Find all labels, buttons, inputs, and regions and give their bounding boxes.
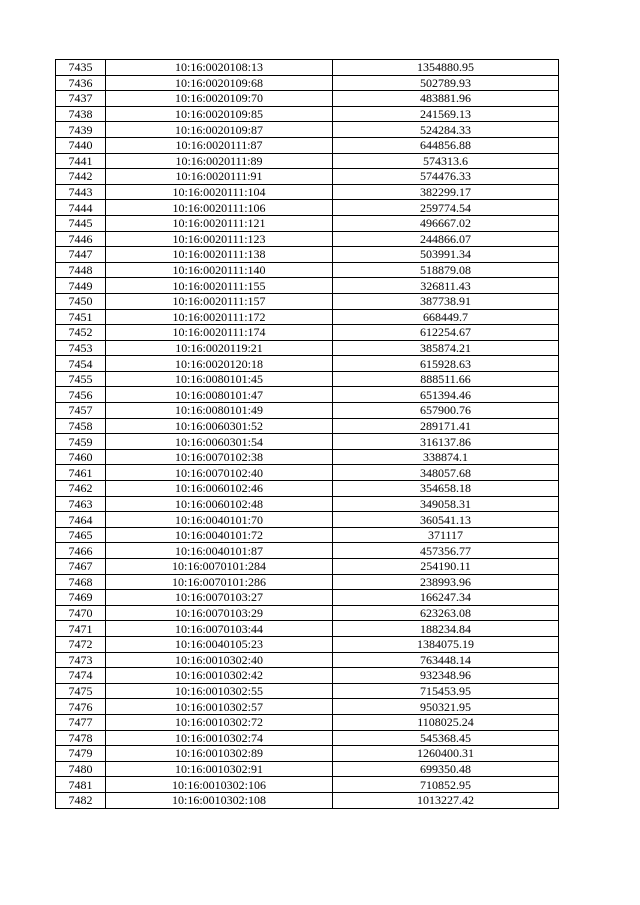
row-number-cell: 7436 <box>56 75 106 91</box>
cadastral-number-cell: 10:16:0070101:286 <box>106 574 333 590</box>
row-number-cell: 7449 <box>56 278 106 294</box>
row-number-cell: 7458 <box>56 418 106 434</box>
value-cell: 254190.11 <box>333 559 559 575</box>
value-cell: 615928.63 <box>333 356 559 372</box>
cadastral-number-cell: 10:16:0040101:70 <box>106 512 333 528</box>
row-number-cell: 7443 <box>56 184 106 200</box>
table-row <box>56 387 559 403</box>
table-row <box>56 652 559 668</box>
table-row <box>56 512 559 528</box>
table-row <box>56 590 559 606</box>
cadastral-number-cell: 10:16:0020111:106 <box>106 200 333 216</box>
row-number-cell: 7450 <box>56 293 106 309</box>
table-row <box>56 340 559 356</box>
value-cell: 518879.08 <box>333 262 559 278</box>
row-number-cell: 7437 <box>56 91 106 107</box>
value-cell: 259774.54 <box>333 200 559 216</box>
cadastral-number-cell: 10:16:0080101:47 <box>106 387 333 403</box>
cadastral-number-cell: 10:16:0070103:27 <box>106 590 333 606</box>
table-row <box>56 683 559 699</box>
table-row <box>56 621 559 637</box>
cadastral-number-cell: 10:16:0020111:91 <box>106 169 333 185</box>
cadastral-number-cell: 10:16:0010302:108 <box>106 792 333 808</box>
row-number-cell: 7475 <box>56 683 106 699</box>
table-row <box>56 668 559 684</box>
table-row <box>56 714 559 730</box>
value-cell: 651394.46 <box>333 387 559 403</box>
row-number-cell: 7464 <box>56 512 106 528</box>
value-cell: 668449.7 <box>333 309 559 325</box>
table-row <box>56 481 559 497</box>
row-number-cell: 7439 <box>56 122 106 138</box>
table-row <box>56 449 559 465</box>
table-row <box>56 559 559 575</box>
row-number-cell: 7474 <box>56 668 106 684</box>
table-row <box>56 122 559 138</box>
cadastral-number-cell: 10:16:0080101:49 <box>106 403 333 419</box>
row-number-cell: 7481 <box>56 777 106 793</box>
cadastral-number-cell: 10:16:0010302:91 <box>106 761 333 777</box>
cadastral-number-cell: 10:16:0040101:72 <box>106 527 333 543</box>
row-number-cell: 7457 <box>56 403 106 419</box>
table-row <box>56 91 559 107</box>
cadastral-number-cell: 10:16:0020111:140 <box>106 262 333 278</box>
table-row <box>56 200 559 216</box>
table-row <box>56 309 559 325</box>
table-row <box>56 496 559 512</box>
value-cell: 338874.1 <box>333 449 559 465</box>
cadastral-number-cell: 10:16:0070102:40 <box>106 465 333 481</box>
value-cell: 238993.96 <box>333 574 559 590</box>
cadastral-number-cell: 10:16:0020111:123 <box>106 231 333 247</box>
row-number-cell: 7440 <box>56 137 106 153</box>
table-row <box>56 777 559 793</box>
value-cell: 1013227.42 <box>333 792 559 808</box>
row-number-cell: 7460 <box>56 449 106 465</box>
row-number-cell: 7468 <box>56 574 106 590</box>
cadastral-number-cell: 10:16:0020111:155 <box>106 278 333 294</box>
value-cell: 188234.84 <box>333 621 559 637</box>
row-number-cell: 7476 <box>56 699 106 715</box>
value-cell: 574476.33 <box>333 169 559 185</box>
value-cell: 326811.43 <box>333 278 559 294</box>
row-number-cell: 7445 <box>56 215 106 231</box>
row-number-cell: 7466 <box>56 543 106 559</box>
row-number-cell: 7462 <box>56 481 106 497</box>
row-number-cell: 7447 <box>56 247 106 263</box>
table-row <box>56 262 559 278</box>
table-row <box>56 605 559 621</box>
cadastral-number-cell: 10:16:0060301:54 <box>106 434 333 450</box>
value-cell: 574313.6 <box>333 153 559 169</box>
table-row <box>56 75 559 91</box>
cadastral-number-cell: 10:16:0080101:45 <box>106 371 333 387</box>
value-cell: 385874.21 <box>333 340 559 356</box>
row-number-cell: 7448 <box>56 262 106 278</box>
cadastral-number-cell: 10:16:0020108:13 <box>106 60 333 76</box>
row-number-cell: 7438 <box>56 106 106 122</box>
row-number-cell: 7463 <box>56 496 106 512</box>
cadastral-number-cell: 10:16:0010302:57 <box>106 699 333 715</box>
row-number-cell: 7452 <box>56 325 106 341</box>
table-row <box>56 574 559 590</box>
table-body <box>56 60 559 809</box>
row-number-cell: 7465 <box>56 527 106 543</box>
cadastral-number-cell: 10:16:0010302:106 <box>106 777 333 793</box>
row-number-cell: 7478 <box>56 730 106 746</box>
table-row <box>56 465 559 481</box>
value-cell: 1384075.19 <box>333 636 559 652</box>
table-row <box>56 434 559 450</box>
cadastral-number-cell: 10:16:0020109:85 <box>106 106 333 122</box>
value-cell: 715453.95 <box>333 683 559 699</box>
value-cell: 502789.93 <box>333 75 559 91</box>
cadastral-number-cell: 10:16:0020111:157 <box>106 293 333 309</box>
table-row <box>56 746 559 762</box>
table-row <box>56 169 559 185</box>
value-cell: 360541.13 <box>333 512 559 528</box>
row-number-cell: 7471 <box>56 621 106 637</box>
table-row <box>56 761 559 777</box>
row-number-cell: 7435 <box>56 60 106 76</box>
value-cell: 699350.48 <box>333 761 559 777</box>
table-row <box>56 231 559 247</box>
value-cell: 371117 <box>333 527 559 543</box>
row-number-cell: 7472 <box>56 636 106 652</box>
value-cell: 888511.66 <box>333 371 559 387</box>
cadastral-number-cell: 10:16:0010302:40 <box>106 652 333 668</box>
table-row <box>56 371 559 387</box>
value-cell: 657900.76 <box>333 403 559 419</box>
cadastral-number-cell: 10:16:0020109:70 <box>106 91 333 107</box>
table-row <box>56 418 559 434</box>
value-cell: 316137.86 <box>333 434 559 450</box>
cadastral-number-cell: 10:16:0060102:48 <box>106 496 333 512</box>
cadastral-value-table <box>55 59 559 809</box>
cadastral-number-cell: 10:16:0060102:46 <box>106 481 333 497</box>
table-row <box>56 325 559 341</box>
table-row <box>56 636 559 652</box>
row-number-cell: 7469 <box>56 590 106 606</box>
row-number-cell: 7451 <box>56 309 106 325</box>
value-cell: 1260400.31 <box>333 746 559 762</box>
cadastral-number-cell: 10:16:0070103:44 <box>106 621 333 637</box>
row-number-cell: 7482 <box>56 792 106 808</box>
table-row <box>56 527 559 543</box>
table-row <box>56 215 559 231</box>
cadastral-number-cell: 10:16:0010302:89 <box>106 746 333 762</box>
value-cell: 483881.96 <box>333 91 559 107</box>
row-number-cell: 7479 <box>56 746 106 762</box>
value-cell: 382299.17 <box>333 184 559 200</box>
cadastral-number-cell: 10:16:0020111:104 <box>106 184 333 200</box>
value-cell: 349058.31 <box>333 496 559 512</box>
cadastral-number-cell: 10:16:0020111:138 <box>106 247 333 263</box>
cadastral-number-cell: 10:16:0070101:284 <box>106 559 333 575</box>
row-number-cell: 7441 <box>56 153 106 169</box>
value-cell: 457356.77 <box>333 543 559 559</box>
cadastral-number-cell: 10:16:0040101:87 <box>106 543 333 559</box>
cadastral-number-cell: 10:16:0020111:172 <box>106 309 333 325</box>
cadastral-number-cell: 10:16:0010302:72 <box>106 714 333 730</box>
cadastral-number-cell: 10:16:0020111:87 <box>106 137 333 153</box>
row-number-cell: 7459 <box>56 434 106 450</box>
value-cell: 387738.91 <box>333 293 559 309</box>
table-row <box>56 137 559 153</box>
row-number-cell: 7477 <box>56 714 106 730</box>
value-cell: 496667.02 <box>333 215 559 231</box>
table-row <box>56 60 559 76</box>
row-number-cell: 7461 <box>56 465 106 481</box>
value-cell: 1354880.95 <box>333 60 559 76</box>
cadastral-number-cell: 10:16:0010302:55 <box>106 683 333 699</box>
value-cell: 950321.95 <box>333 699 559 715</box>
value-cell: 244866.07 <box>333 231 559 247</box>
value-cell: 166247.34 <box>333 590 559 606</box>
row-number-cell: 7467 <box>56 559 106 575</box>
table-row <box>56 403 559 419</box>
table-row <box>56 699 559 715</box>
value-cell: 612254.67 <box>333 325 559 341</box>
cadastral-number-cell: 10:16:0020109:68 <box>106 75 333 91</box>
cadastral-number-cell: 10:16:0070102:38 <box>106 449 333 465</box>
row-number-cell: 7480 <box>56 761 106 777</box>
row-number-cell: 7454 <box>56 356 106 372</box>
row-number-cell: 7456 <box>56 387 106 403</box>
table-row <box>56 543 559 559</box>
cadastral-number-cell: 10:16:0020120:18 <box>106 356 333 372</box>
cadastral-number-cell: 10:16:0010302:74 <box>106 730 333 746</box>
value-cell: 348057.68 <box>333 465 559 481</box>
value-cell: 524284.33 <box>333 122 559 138</box>
table-row <box>56 293 559 309</box>
value-cell: 354658.18 <box>333 481 559 497</box>
table-row <box>56 247 559 263</box>
value-cell: 644856.88 <box>333 137 559 153</box>
table-row <box>56 730 559 746</box>
row-number-cell: 7473 <box>56 652 106 668</box>
cadastral-number-cell: 10:16:0020111:89 <box>106 153 333 169</box>
row-number-cell: 7442 <box>56 169 106 185</box>
value-cell: 932348.96 <box>333 668 559 684</box>
value-cell: 241569.13 <box>333 106 559 122</box>
table-row <box>56 106 559 122</box>
value-cell: 623263.08 <box>333 605 559 621</box>
value-cell: 763448.14 <box>333 652 559 668</box>
row-number-cell: 7446 <box>56 231 106 247</box>
row-number-cell: 7453 <box>56 340 106 356</box>
cadastral-number-cell: 10:16:0060301:52 <box>106 418 333 434</box>
value-cell: 503991.34 <box>333 247 559 263</box>
cadastral-number-cell: 10:16:0020109:87 <box>106 122 333 138</box>
value-cell: 545368.45 <box>333 730 559 746</box>
row-number-cell: 7455 <box>56 371 106 387</box>
table-row <box>56 792 559 808</box>
cadastral-number-cell: 10:16:0020111:174 <box>106 325 333 341</box>
table-row <box>56 356 559 372</box>
cadastral-number-cell: 10:16:0070103:29 <box>106 605 333 621</box>
value-cell: 1108025.24 <box>333 714 559 730</box>
table-row <box>56 278 559 294</box>
cadastral-number-cell: 10:16:0020119:21 <box>106 340 333 356</box>
value-cell: 710852.95 <box>333 777 559 793</box>
row-number-cell: 7444 <box>56 200 106 216</box>
row-number-cell: 7470 <box>56 605 106 621</box>
cadastral-number-cell: 10:16:0020111:121 <box>106 215 333 231</box>
document-page <box>55 59 558 809</box>
value-cell: 289171.41 <box>333 418 559 434</box>
cadastral-number-cell: 10:16:0010302:42 <box>106 668 333 684</box>
table-row <box>56 184 559 200</box>
table-row <box>56 153 559 169</box>
cadastral-number-cell: 10:16:0040105:23 <box>106 636 333 652</box>
